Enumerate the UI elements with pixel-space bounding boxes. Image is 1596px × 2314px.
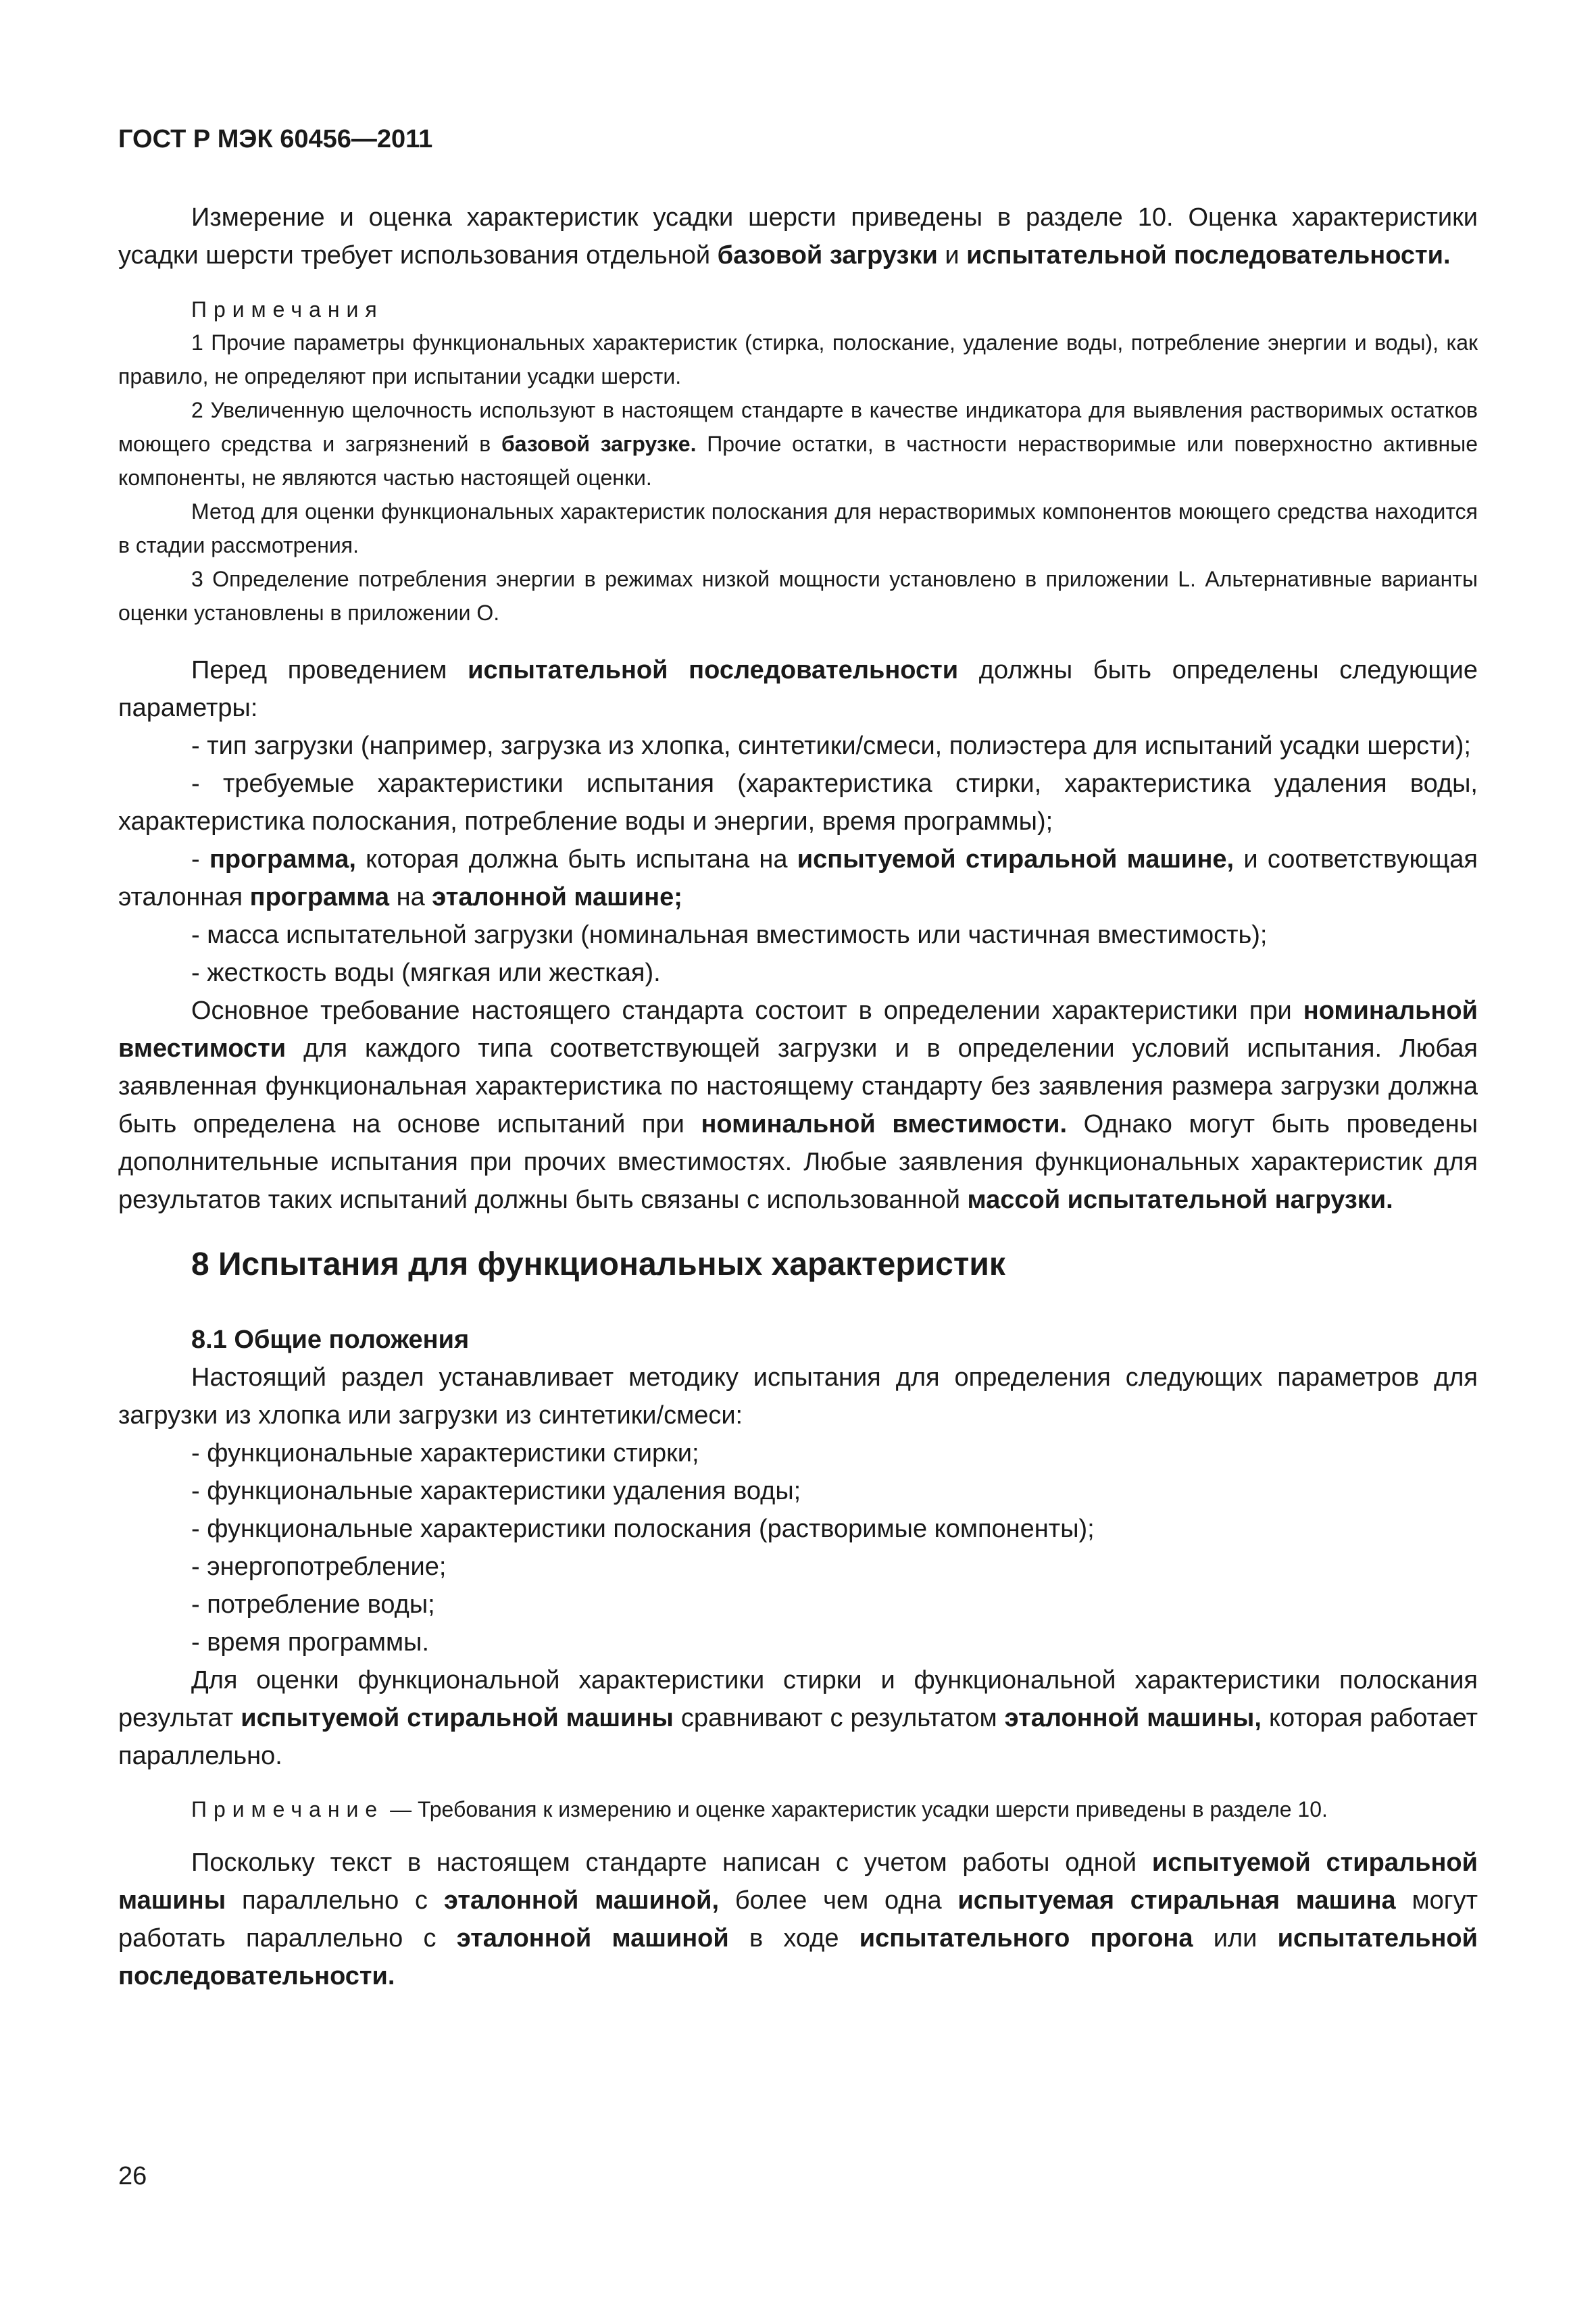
document-header: ГОСТ Р МЭК 60456—2011: [118, 125, 433, 153]
list-item: - жесткость воды (мягкая или жесткая).: [191, 959, 661, 987]
list-item: - программа, которая должна быть испытана на испытуемой стиральной машине, и соответствующая эталонная программа на эталонной машине;: [118, 845, 1478, 911]
list-item: - функциональные характеристики стирки;: [191, 1439, 699, 1467]
notes-block: [118, 293, 1478, 630]
notes-heading: Примечания: [191, 297, 384, 322]
paragraph-multiple-machines: Поскольку текст в настоящем стандарте написан с учетом работы одной испытуемой стиральной машины параллельно с эталонной машиной, более чем одна испытуемая стиральная машина могут работать параллельно с эталонной машиной в ходе испытательного прогона или испытательной последовательности.: [118, 1848, 1478, 1990]
list-item: - функциональные характеристики удаления воды;: [191, 1477, 801, 1505]
list-item: - энергопотребление;: [191, 1553, 447, 1581]
paragraph-main-requirement: Основное требование настоящего стандарта состоит в определении характеристики при номинальной вместимости для каждого типа соответствующей загрузки и в определении условий испытания. Любая заявленная функциональная характеристика по настоящему стандарту без заявления размера загрузки должна быть определена на основе испытаний при номинальной вместимости. Однако могут быть проведены дополнительные испытания при прочих вместимостях. Любые заявления функциональных характеристик для результатов таких испытаний должны быть связаны с использованной массой испытательной нагрузки.: [118, 997, 1478, 1214]
list-item: - масса испытательной загрузки (номинальная вместимость или частичная вместимость);: [191, 921, 1268, 949]
list-item: - потребление воды;: [191, 1590, 435, 1619]
paragraph-parameters-intro: Перед проведением испытательной последовательности должны быть определены следующие параметры:: [118, 656, 1478, 722]
note-2: 2 Увеличенную щелочность используют в настоящем стандарте в качестве индикатора для выявления растворимых остатков моющего средства и загрязнений в базовой загрузке. Прочие остатки, в частности нерастворимые или поверхностно активные компоненты, не являются частью настоящей оценки.: [118, 398, 1478, 490]
note-wool-shrinkage: Примечание — Требования к измерению и оценке характеристик усадки шерсти приведены в разделе 10.: [191, 1797, 1328, 1821]
list-item: - функциональные характеристики полоскания (растворимые компоненты);: [191, 1515, 1095, 1543]
note-1: 1 Прочие параметры функциональных характеристик (стирка, полоскание, удаление воды, потребление энергии и воды), как правило, не определяют при испытании усадки шерсти.: [118, 330, 1478, 388]
paragraph-wool-shrinkage: Измерение и оценка характеристик усадки шерсти приведены в разделе 10. Оценка характеристики усадки шерсти требует использования отдельной базовой загрузки и испытательной последовательности.: [118, 203, 1478, 270]
section-title: 8 Испытания для функциональных характеристик: [191, 1247, 1005, 1282]
subsection-title: 8.1 Общие положения: [191, 1326, 470, 1354]
page-number: 26: [118, 2162, 147, 2190]
paragraph-section-scope: Настоящий раздел устанавливает методику испытания для определения следующих параметров для загрузки из хлопка или загрузки из синтетики/смеси:: [118, 1363, 1478, 1430]
list-item: - время программы.: [191, 1628, 430, 1657]
note-2-continued: Метод для оценки функциональных характеристик полоскания для нерастворимых компонентов моющего средства находится в стадии рассмотрения.: [118, 499, 1478, 557]
list-item: - тип загрузки (например, загрузка из хлопка, синтетики/смеси, полиэстера для испытаний усадки шерсти);: [191, 732, 1471, 760]
list-item: - требуемые характеристики испытания (характеристика стирки, характеристика удаления воды, характеристика полоскания, потребление воды и энергии, время программы);: [118, 770, 1478, 836]
note-3: 3 Определение потребления энергии в режимах низкой мощности установлено в приложении L. Альтернативные варианты оценки установлены в приложении О.: [118, 567, 1478, 625]
paragraph-comparison: Для оценки функциональной характеристики стирки и функциональной характеристики полоскания результат испытуемой стиральной машины сравнивают с результатом эталонной машины, которая работает параллельно.: [118, 1666, 1478, 1770]
